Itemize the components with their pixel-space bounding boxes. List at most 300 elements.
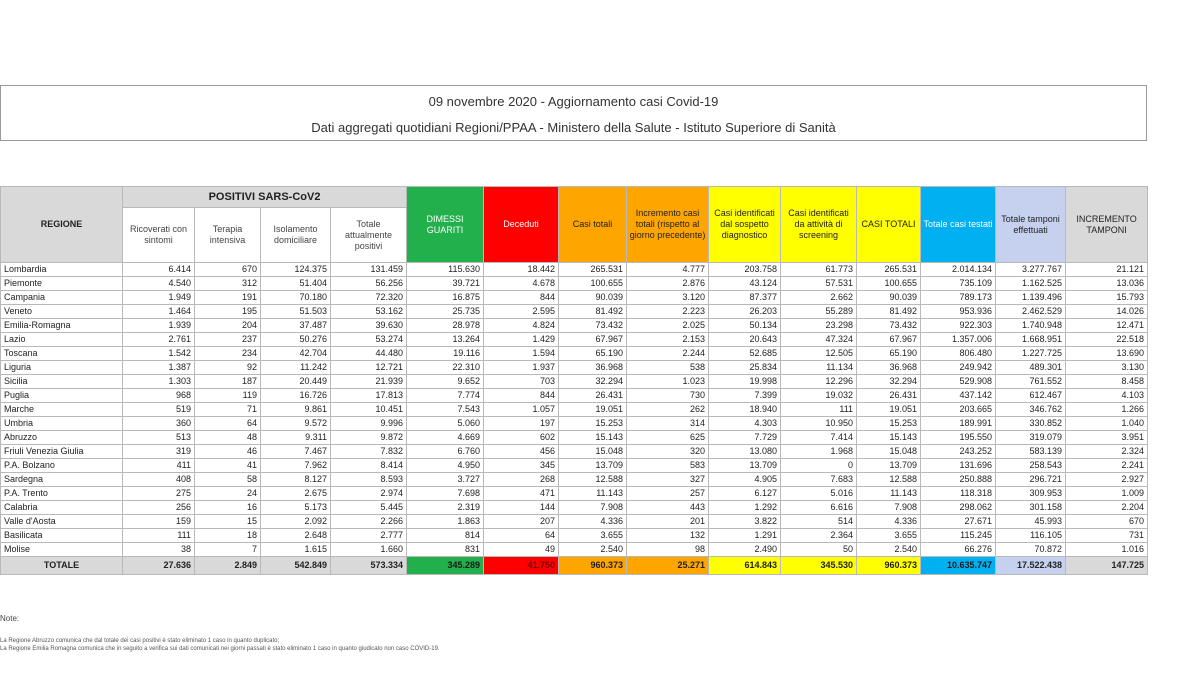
value-cell: 67.967 bbox=[857, 333, 921, 347]
total-cell: 10.635.747 bbox=[921, 557, 996, 575]
value-cell: 12.588 bbox=[559, 473, 627, 487]
value-cell: 319.079 bbox=[996, 431, 1066, 445]
table-row bbox=[1, 417, 1148, 431]
value-cell: 4.824 bbox=[484, 319, 559, 333]
table-row bbox=[1, 319, 1148, 333]
value-cell: 346.762 bbox=[996, 403, 1066, 417]
region-cell: Emilia-Romagna bbox=[1, 319, 123, 333]
value-cell: 15.048 bbox=[857, 445, 921, 459]
value-cell: 13.036 bbox=[1066, 277, 1148, 291]
value-cell: 1.016 bbox=[1066, 543, 1148, 557]
covid-data-table bbox=[0, 186, 1148, 575]
value-cell: 1.429 bbox=[484, 333, 559, 347]
value-cell: 111 bbox=[123, 529, 195, 543]
region-cell: Piemonte bbox=[1, 277, 123, 291]
value-cell: 36.968 bbox=[857, 361, 921, 375]
value-cell: 26.431 bbox=[857, 389, 921, 403]
value-cell: 844 bbox=[484, 389, 559, 403]
value-cell: 1.023 bbox=[627, 375, 709, 389]
value-cell: 7.683 bbox=[781, 473, 857, 487]
total-cell: 542.849 bbox=[261, 557, 331, 575]
value-cell: 36.968 bbox=[559, 361, 627, 375]
col-terapia-intensiva: Terapia intensiva bbox=[195, 208, 261, 263]
value-cell: 1.968 bbox=[781, 445, 857, 459]
value-cell: 41 bbox=[195, 459, 261, 473]
region-cell: Liguria bbox=[1, 361, 123, 375]
value-cell: 602 bbox=[484, 431, 559, 445]
value-cell: 314 bbox=[627, 417, 709, 431]
value-cell: 538 bbox=[627, 361, 709, 375]
value-cell: 844 bbox=[484, 291, 559, 305]
value-cell: 27.671 bbox=[921, 515, 996, 529]
value-cell: 3.822 bbox=[709, 515, 781, 529]
col-attualmente-positivi: Totale attualmente positivi bbox=[331, 208, 407, 263]
value-cell: 4.103 bbox=[1066, 389, 1148, 403]
value-cell: 514 bbox=[781, 515, 857, 529]
region-cell: Campania bbox=[1, 291, 123, 305]
value-cell: 100.655 bbox=[559, 277, 627, 291]
value-cell: 61.773 bbox=[781, 263, 857, 277]
value-cell: 65.190 bbox=[559, 347, 627, 361]
value-cell: 2.319 bbox=[407, 501, 484, 515]
region-cell: Umbria bbox=[1, 417, 123, 431]
value-cell: 513 bbox=[123, 431, 195, 445]
notes-label: Note: bbox=[0, 614, 20, 623]
value-cell: 2.540 bbox=[857, 543, 921, 557]
value-cell: 237 bbox=[195, 333, 261, 347]
value-cell: 203.665 bbox=[921, 403, 996, 417]
value-cell: 5.016 bbox=[781, 487, 857, 501]
value-cell: 3.951 bbox=[1066, 431, 1148, 445]
table-row bbox=[1, 347, 1148, 361]
value-cell: 37.487 bbox=[261, 319, 331, 333]
value-cell: 256 bbox=[123, 501, 195, 515]
value-cell: 38 bbox=[123, 543, 195, 557]
value-cell: 20.449 bbox=[261, 375, 331, 389]
value-cell: 1.660 bbox=[331, 543, 407, 557]
value-cell: 116.105 bbox=[996, 529, 1066, 543]
value-cell: 16.726 bbox=[261, 389, 331, 403]
value-cell: 670 bbox=[195, 263, 261, 277]
table-row bbox=[1, 529, 1148, 543]
value-cell: 5.173 bbox=[261, 501, 331, 515]
value-cell: 56.256 bbox=[331, 277, 407, 291]
value-cell: 64 bbox=[484, 529, 559, 543]
value-cell: 953.936 bbox=[921, 305, 996, 319]
value-cell: 1.594 bbox=[484, 347, 559, 361]
value-cell: 408 bbox=[123, 473, 195, 487]
value-cell: 26.431 bbox=[559, 389, 627, 403]
value-cell: 806.480 bbox=[921, 347, 996, 361]
value-cell: 6.760 bbox=[407, 445, 484, 459]
region-cell: Veneto bbox=[1, 305, 123, 319]
value-cell: 258.543 bbox=[996, 459, 1066, 473]
value-cell: 187 bbox=[195, 375, 261, 389]
value-cell: 22.310 bbox=[407, 361, 484, 375]
value-cell: 21.939 bbox=[331, 375, 407, 389]
col-dimessi-guariti: DIMESSI GUARITI bbox=[407, 187, 484, 263]
col-isolamento: Isolamento domiciliare bbox=[261, 208, 331, 263]
value-cell: 2.014.134 bbox=[921, 263, 996, 277]
value-cell: 21.121 bbox=[1066, 263, 1148, 277]
value-cell: 922.303 bbox=[921, 319, 996, 333]
value-cell: 13.709 bbox=[709, 459, 781, 473]
region-cell: Marche bbox=[1, 403, 123, 417]
value-cell: 132 bbox=[627, 529, 709, 543]
region-cell: Puglia bbox=[1, 389, 123, 403]
value-cell: 265.531 bbox=[559, 263, 627, 277]
value-cell: 1.266 bbox=[1066, 403, 1148, 417]
total-cell: 25.271 bbox=[627, 557, 709, 575]
report-title-box bbox=[0, 85, 1147, 141]
value-cell: 197 bbox=[484, 417, 559, 431]
value-cell: 2.092 bbox=[261, 515, 331, 529]
value-cell: 7.832 bbox=[331, 445, 407, 459]
total-cell: 345.289 bbox=[407, 557, 484, 575]
value-cell: 443 bbox=[627, 501, 709, 515]
value-cell: 7.399 bbox=[709, 389, 781, 403]
value-cell: 2.974 bbox=[331, 487, 407, 501]
value-cell: 1.949 bbox=[123, 291, 195, 305]
value-cell: 1.292 bbox=[709, 501, 781, 515]
value-cell: 9.652 bbox=[407, 375, 484, 389]
value-cell: 66.276 bbox=[921, 543, 996, 557]
value-cell: 28.978 bbox=[407, 319, 484, 333]
total-cell: 614.843 bbox=[709, 557, 781, 575]
value-cell: 1.357.006 bbox=[921, 333, 996, 347]
value-cell: 159 bbox=[123, 515, 195, 529]
value-cell: 90.039 bbox=[857, 291, 921, 305]
col-ricoverati: Ricoverati con sintomi bbox=[123, 208, 195, 263]
value-cell: 2.927 bbox=[1066, 473, 1148, 487]
value-cell: 207 bbox=[484, 515, 559, 529]
value-cell: 3.130 bbox=[1066, 361, 1148, 375]
value-cell: 13.690 bbox=[1066, 347, 1148, 361]
value-cell: 15.253 bbox=[559, 417, 627, 431]
value-cell: 19.032 bbox=[781, 389, 857, 403]
value-cell: 1.291 bbox=[709, 529, 781, 543]
value-cell: 42.704 bbox=[261, 347, 331, 361]
value-cell: 67.967 bbox=[559, 333, 627, 347]
value-cell: 312 bbox=[195, 277, 261, 291]
value-cell: 250.888 bbox=[921, 473, 996, 487]
col-casi-totali-2: CASI TOTALI bbox=[857, 187, 921, 263]
value-cell: 15 bbox=[195, 515, 261, 529]
value-cell: 2.241 bbox=[1066, 459, 1148, 473]
region-cell: Molise bbox=[1, 543, 123, 557]
value-cell: 2.266 bbox=[331, 515, 407, 529]
table-row bbox=[1, 515, 1148, 529]
value-cell: 625 bbox=[627, 431, 709, 445]
region-cell: Valle d'Aosta bbox=[1, 515, 123, 529]
table-row bbox=[1, 431, 1148, 445]
value-cell: 1.057 bbox=[484, 403, 559, 417]
total-cell: 2.849 bbox=[195, 557, 261, 575]
value-cell: 44.480 bbox=[331, 347, 407, 361]
value-cell: 11.134 bbox=[781, 361, 857, 375]
value-cell: 4.669 bbox=[407, 431, 484, 445]
value-cell: 3.727 bbox=[407, 473, 484, 487]
value-cell: 583 bbox=[627, 459, 709, 473]
table-row bbox=[1, 263, 1148, 277]
value-cell: 45.993 bbox=[996, 515, 1066, 529]
value-cell: 612.467 bbox=[996, 389, 1066, 403]
table-row bbox=[1, 361, 1148, 375]
value-cell: 4.950 bbox=[407, 459, 484, 473]
value-cell: 131.696 bbox=[921, 459, 996, 473]
col-casi-totali: Casi totali bbox=[559, 187, 627, 263]
total-cell: 960.373 bbox=[559, 557, 627, 575]
value-cell: 25.834 bbox=[709, 361, 781, 375]
value-cell: 4.336 bbox=[559, 515, 627, 529]
value-cell: 131.459 bbox=[331, 263, 407, 277]
value-cell: 2.223 bbox=[627, 305, 709, 319]
value-cell: 7.467 bbox=[261, 445, 331, 459]
value-cell: 1.009 bbox=[1066, 487, 1148, 501]
value-cell: 64 bbox=[195, 417, 261, 431]
table-row bbox=[1, 277, 1148, 291]
value-cell: 3.655 bbox=[857, 529, 921, 543]
value-cell: 12.721 bbox=[331, 361, 407, 375]
value-cell: 23.298 bbox=[781, 319, 857, 333]
value-cell: 1.139.496 bbox=[996, 291, 1066, 305]
value-cell: 519 bbox=[123, 403, 195, 417]
value-cell: 2.675 bbox=[261, 487, 331, 501]
value-cell: 58 bbox=[195, 473, 261, 487]
value-cell: 2.364 bbox=[781, 529, 857, 543]
value-cell: 298.062 bbox=[921, 501, 996, 515]
value-cell: 2.244 bbox=[627, 347, 709, 361]
value-cell: 2.876 bbox=[627, 277, 709, 291]
value-cell: 26.203 bbox=[709, 305, 781, 319]
value-cell: 20.643 bbox=[709, 333, 781, 347]
value-cell: 92 bbox=[195, 361, 261, 375]
value-cell: 437.142 bbox=[921, 389, 996, 403]
value-cell: 309.953 bbox=[996, 487, 1066, 501]
value-cell: 65.190 bbox=[857, 347, 921, 361]
value-cell: 11.143 bbox=[857, 487, 921, 501]
value-cell: 16.875 bbox=[407, 291, 484, 305]
value-cell: 7 bbox=[195, 543, 261, 557]
value-cell: 57.531 bbox=[781, 277, 857, 291]
value-cell: 7.698 bbox=[407, 487, 484, 501]
value-cell: 50 bbox=[781, 543, 857, 557]
value-cell: 13.709 bbox=[559, 459, 627, 473]
value-cell: 330.852 bbox=[996, 417, 1066, 431]
value-cell: 3.120 bbox=[627, 291, 709, 305]
value-cell: 319 bbox=[123, 445, 195, 459]
table-row bbox=[1, 403, 1148, 417]
value-cell: 411 bbox=[123, 459, 195, 473]
value-cell: 18 bbox=[195, 529, 261, 543]
total-cell: 573.334 bbox=[331, 557, 407, 575]
value-cell: 6.616 bbox=[781, 501, 857, 515]
value-cell: 73.432 bbox=[559, 319, 627, 333]
value-cell: 124.375 bbox=[261, 263, 331, 277]
value-cell: 22.518 bbox=[1066, 333, 1148, 347]
value-cell: 53.274 bbox=[331, 333, 407, 347]
value-cell: 10.950 bbox=[781, 417, 857, 431]
region-cell: Sicilia bbox=[1, 375, 123, 389]
value-cell: 189.991 bbox=[921, 417, 996, 431]
value-cell: 12.296 bbox=[781, 375, 857, 389]
value-cell: 25.735 bbox=[407, 305, 484, 319]
value-cell: 360 bbox=[123, 417, 195, 431]
value-cell: 19.998 bbox=[709, 375, 781, 389]
value-cell: 268 bbox=[484, 473, 559, 487]
value-cell: 489.301 bbox=[996, 361, 1066, 375]
value-cell: 15.793 bbox=[1066, 291, 1148, 305]
value-cell: 1.939 bbox=[123, 319, 195, 333]
value-cell: 2.324 bbox=[1066, 445, 1148, 459]
value-cell: 18.940 bbox=[709, 403, 781, 417]
value-cell: 15.048 bbox=[559, 445, 627, 459]
value-cell: 5.060 bbox=[407, 417, 484, 431]
region-cell: Sardegna bbox=[1, 473, 123, 487]
col-screening: Casi identificati da attività di screening bbox=[781, 187, 857, 263]
value-cell: 144 bbox=[484, 501, 559, 515]
value-cell: 831 bbox=[407, 543, 484, 557]
value-cell: 8.127 bbox=[261, 473, 331, 487]
value-cell: 55.289 bbox=[781, 305, 857, 319]
value-cell: 8.458 bbox=[1066, 375, 1148, 389]
value-cell: 12.588 bbox=[857, 473, 921, 487]
value-cell: 1.387 bbox=[123, 361, 195, 375]
value-cell: 15.143 bbox=[857, 431, 921, 445]
value-cell: 4.777 bbox=[627, 263, 709, 277]
table-row bbox=[1, 543, 1148, 557]
value-cell: 115.245 bbox=[921, 529, 996, 543]
value-cell: 81.492 bbox=[559, 305, 627, 319]
value-cell: 12.471 bbox=[1066, 319, 1148, 333]
col-casi-testati: Totale casi testati bbox=[921, 187, 996, 263]
value-cell: 301.158 bbox=[996, 501, 1066, 515]
value-cell: 32.294 bbox=[857, 375, 921, 389]
value-cell: 2.153 bbox=[627, 333, 709, 347]
value-cell: 249.942 bbox=[921, 361, 996, 375]
col-incremento-casi: Incremento casi totali (rispetto al giorno precedente) bbox=[627, 187, 709, 263]
positivi-group-header: POSITIVI SARS-CoV2 bbox=[123, 187, 407, 208]
value-cell: 2.025 bbox=[627, 319, 709, 333]
value-cell: 90.039 bbox=[559, 291, 627, 305]
value-cell: 6.414 bbox=[123, 263, 195, 277]
value-cell: 15.143 bbox=[559, 431, 627, 445]
region-header: REGIONE bbox=[1, 187, 123, 263]
value-cell: 2.761 bbox=[123, 333, 195, 347]
value-cell: 13.264 bbox=[407, 333, 484, 347]
value-cell: 49 bbox=[484, 543, 559, 557]
region-cell: Toscana bbox=[1, 347, 123, 361]
region-cell: Friuli Venezia Giulia bbox=[1, 445, 123, 459]
total-cell: 345.530 bbox=[781, 557, 857, 575]
value-cell: 731 bbox=[1066, 529, 1148, 543]
value-cell: 71 bbox=[195, 403, 261, 417]
value-cell: 24 bbox=[195, 487, 261, 501]
value-cell: 81.492 bbox=[857, 305, 921, 319]
value-cell: 1.863 bbox=[407, 515, 484, 529]
value-cell: 243.252 bbox=[921, 445, 996, 459]
value-cell: 1.668.951 bbox=[996, 333, 1066, 347]
value-cell: 17.813 bbox=[331, 389, 407, 403]
value-cell: 13.080 bbox=[709, 445, 781, 459]
value-cell: 2.662 bbox=[781, 291, 857, 305]
value-cell: 1.937 bbox=[484, 361, 559, 375]
value-cell: 16 bbox=[195, 501, 261, 515]
value-cell: 703 bbox=[484, 375, 559, 389]
value-cell: 0 bbox=[781, 459, 857, 473]
table-row bbox=[1, 389, 1148, 403]
table-row bbox=[1, 445, 1148, 459]
col-tamponi: Totale tamponi effettuati bbox=[996, 187, 1066, 263]
table-row bbox=[1, 305, 1148, 319]
value-cell: 2.462.529 bbox=[996, 305, 1066, 319]
value-cell: 47.324 bbox=[781, 333, 857, 347]
value-cell: 7.729 bbox=[709, 431, 781, 445]
value-cell: 87.377 bbox=[709, 291, 781, 305]
value-cell: 9.872 bbox=[331, 431, 407, 445]
value-cell: 265.531 bbox=[857, 263, 921, 277]
total-label: TOTALE bbox=[1, 557, 123, 575]
value-cell: 296.721 bbox=[996, 473, 1066, 487]
value-cell: 4.678 bbox=[484, 277, 559, 291]
value-cell: 1.227.725 bbox=[996, 347, 1066, 361]
value-cell: 12.505 bbox=[781, 347, 857, 361]
value-cell: 11.242 bbox=[261, 361, 331, 375]
value-cell: 19.051 bbox=[857, 403, 921, 417]
value-cell: 19.116 bbox=[407, 347, 484, 361]
value-cell: 19.051 bbox=[559, 403, 627, 417]
value-cell: 2.595 bbox=[484, 305, 559, 319]
region-cell: P.A. Bolzano bbox=[1, 459, 123, 473]
col-incremento-tamponi: INCREMENTO TAMPONI bbox=[1066, 187, 1148, 263]
value-cell: 15.253 bbox=[857, 417, 921, 431]
value-cell: 119 bbox=[195, 389, 261, 403]
value-cell: 14.026 bbox=[1066, 305, 1148, 319]
value-cell: 1.464 bbox=[123, 305, 195, 319]
table-row bbox=[1, 375, 1148, 389]
value-cell: 7.414 bbox=[781, 431, 857, 445]
value-cell: 201 bbox=[627, 515, 709, 529]
region-cell: Calabria bbox=[1, 501, 123, 515]
total-cell: 27.636 bbox=[123, 557, 195, 575]
value-cell: 9.996 bbox=[331, 417, 407, 431]
value-cell: 4.303 bbox=[709, 417, 781, 431]
value-cell: 257 bbox=[627, 487, 709, 501]
value-cell: 98 bbox=[627, 543, 709, 557]
value-cell: 11.143 bbox=[559, 487, 627, 501]
value-cell: 4.336 bbox=[857, 515, 921, 529]
total-cell: 960.373 bbox=[857, 557, 921, 575]
value-cell: 7.962 bbox=[261, 459, 331, 473]
table-row bbox=[1, 291, 1148, 305]
value-cell: 9.572 bbox=[261, 417, 331, 431]
value-cell: 3.277.767 bbox=[996, 263, 1066, 277]
value-cell: 2.204 bbox=[1066, 501, 1148, 515]
value-cell: 7.543 bbox=[407, 403, 484, 417]
col-deceduti: Deceduti bbox=[484, 187, 559, 263]
value-cell: 191 bbox=[195, 291, 261, 305]
value-cell: 100.655 bbox=[857, 277, 921, 291]
value-cell: 670 bbox=[1066, 515, 1148, 529]
value-cell: 2.490 bbox=[709, 543, 781, 557]
value-cell: 4.905 bbox=[709, 473, 781, 487]
value-cell: 51.503 bbox=[261, 305, 331, 319]
value-cell: 1.542 bbox=[123, 347, 195, 361]
value-cell: 204 bbox=[195, 319, 261, 333]
value-cell: 203.758 bbox=[709, 263, 781, 277]
value-cell: 583.139 bbox=[996, 445, 1066, 459]
value-cell: 1.162.525 bbox=[996, 277, 1066, 291]
